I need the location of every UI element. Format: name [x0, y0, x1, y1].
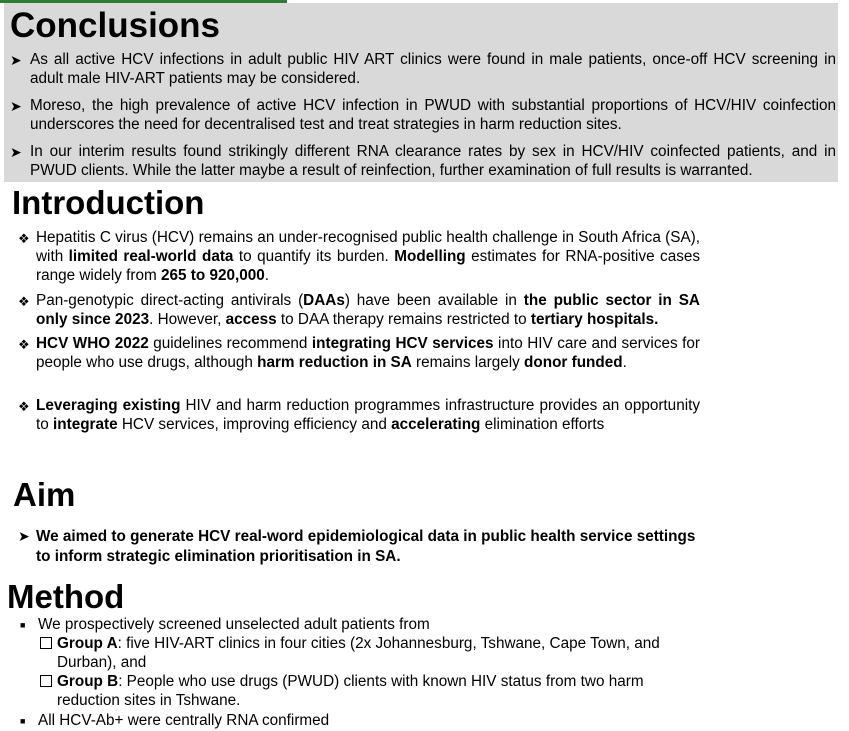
group-a-label: Group A — [57, 635, 118, 652]
checkbox-bullet-icon — [40, 675, 52, 687]
conclusions-title: Conclusions — [10, 6, 221, 45]
arrow-bullet-icon: ➤ — [10, 144, 22, 160]
introduction-text: HCV WHO 2022 guidelines recommend integrating HCV services into HIV care and services for people who use drugs, although harm reduction in SA remains largely donor funded. — [36, 335, 700, 372]
method-title: Method — [7, 578, 125, 615]
square-bullet-icon: ■ — [20, 620, 26, 630]
group-b-label: Group B — [57, 673, 119, 690]
conclusion-text: As all active HCV infections in adult public HIV ART clinics were found in male patients, once-off HCV screening in adult male HIV-ART patients may be considered. — [30, 51, 836, 87]
group-a-text: : five HIV-ART clinics in four cities (2x Johannesburg, Tshwane, Cape Town, and Durban), and — [57, 635, 660, 671]
conclusion-item — [10, 97, 836, 134]
method-intro-text: We prospectively screened unselected adult patients from — [38, 616, 430, 633]
diamond-bullet-icon: ❖ — [18, 337, 30, 352]
conclusion-text: Moreso, the high prevalence of active HCV infection in PWUD with substantial proportions of HCV/HIV coinfection underscores the need for decentralised test and treat strategies in harm reduction sites. — [30, 97, 836, 133]
aim-item — [18, 527, 698, 566]
introduction-text: Pan-genotypic direct-acting antivirals (DAAs) have been available in the public sector in SA only since 2023. However, access to DAA therapy remains restricted to tertiary hospitals. — [36, 292, 700, 329]
introduction-text: Hepatitis C virus (HCV) remains an under-recognised public health challenge in South Africa (SA), with limited real-world data to quantify its burden. Modelling estimates for RNA-positive cases range widely from 265 to 920,000. — [36, 229, 701, 285]
diamond-bullet-icon: ❖ — [18, 231, 30, 246]
group-b-text: : People who use drugs (PWUD) clients with known HIV status from two harm reduction sites in Tshwane. — [57, 673, 644, 709]
method-group-a — [40, 634, 700, 672]
introduction-item — [18, 291, 700, 329]
diamond-bullet-icon: ❖ — [18, 294, 30, 309]
aim-text: We aimed to generate HCV real-word epidemiological data in public health service settings to inform strategic elimination prioritisation in SA. — [36, 528, 696, 565]
introduction-item — [18, 228, 700, 286]
conclusion-item — [10, 143, 836, 180]
square-bullet-icon: ■ — [20, 716, 26, 726]
diamond-bullet-icon: ❖ — [18, 399, 30, 414]
introduction-item — [18, 334, 700, 372]
aim-title: Aim — [13, 476, 76, 513]
arrow-bullet-icon: ➤ — [10, 98, 22, 114]
conclusion-item — [10, 51, 836, 88]
introduction-text: Leveraging existing HIV and harm reduction programmes infrastructure provides an opportunity to integrate HCV services, improving efficiency and accelerating elimination efforts — [36, 397, 700, 434]
arrow-bullet-icon: ➤ — [10, 52, 22, 68]
introduction-title: Introduction — [12, 184, 205, 221]
arrow-bullet-icon: ➤ — [18, 528, 30, 544]
introduction-item — [18, 396, 700, 434]
conclusion-text: In our interim results found strikingly different RNA clearance rates by sex in HCV/HIV coinfected patients, and in PWUD clients. While the latter maybe a result of reinfection, further examination of full results is warranted. — [30, 143, 836, 179]
conclusions-panel — [4, 3, 838, 182]
method-group-b — [40, 672, 700, 710]
method-confirm-text: All HCV-Ab+ were centrally RNA confirmed — [38, 712, 330, 729]
checkbox-bullet-icon — [40, 637, 52, 649]
